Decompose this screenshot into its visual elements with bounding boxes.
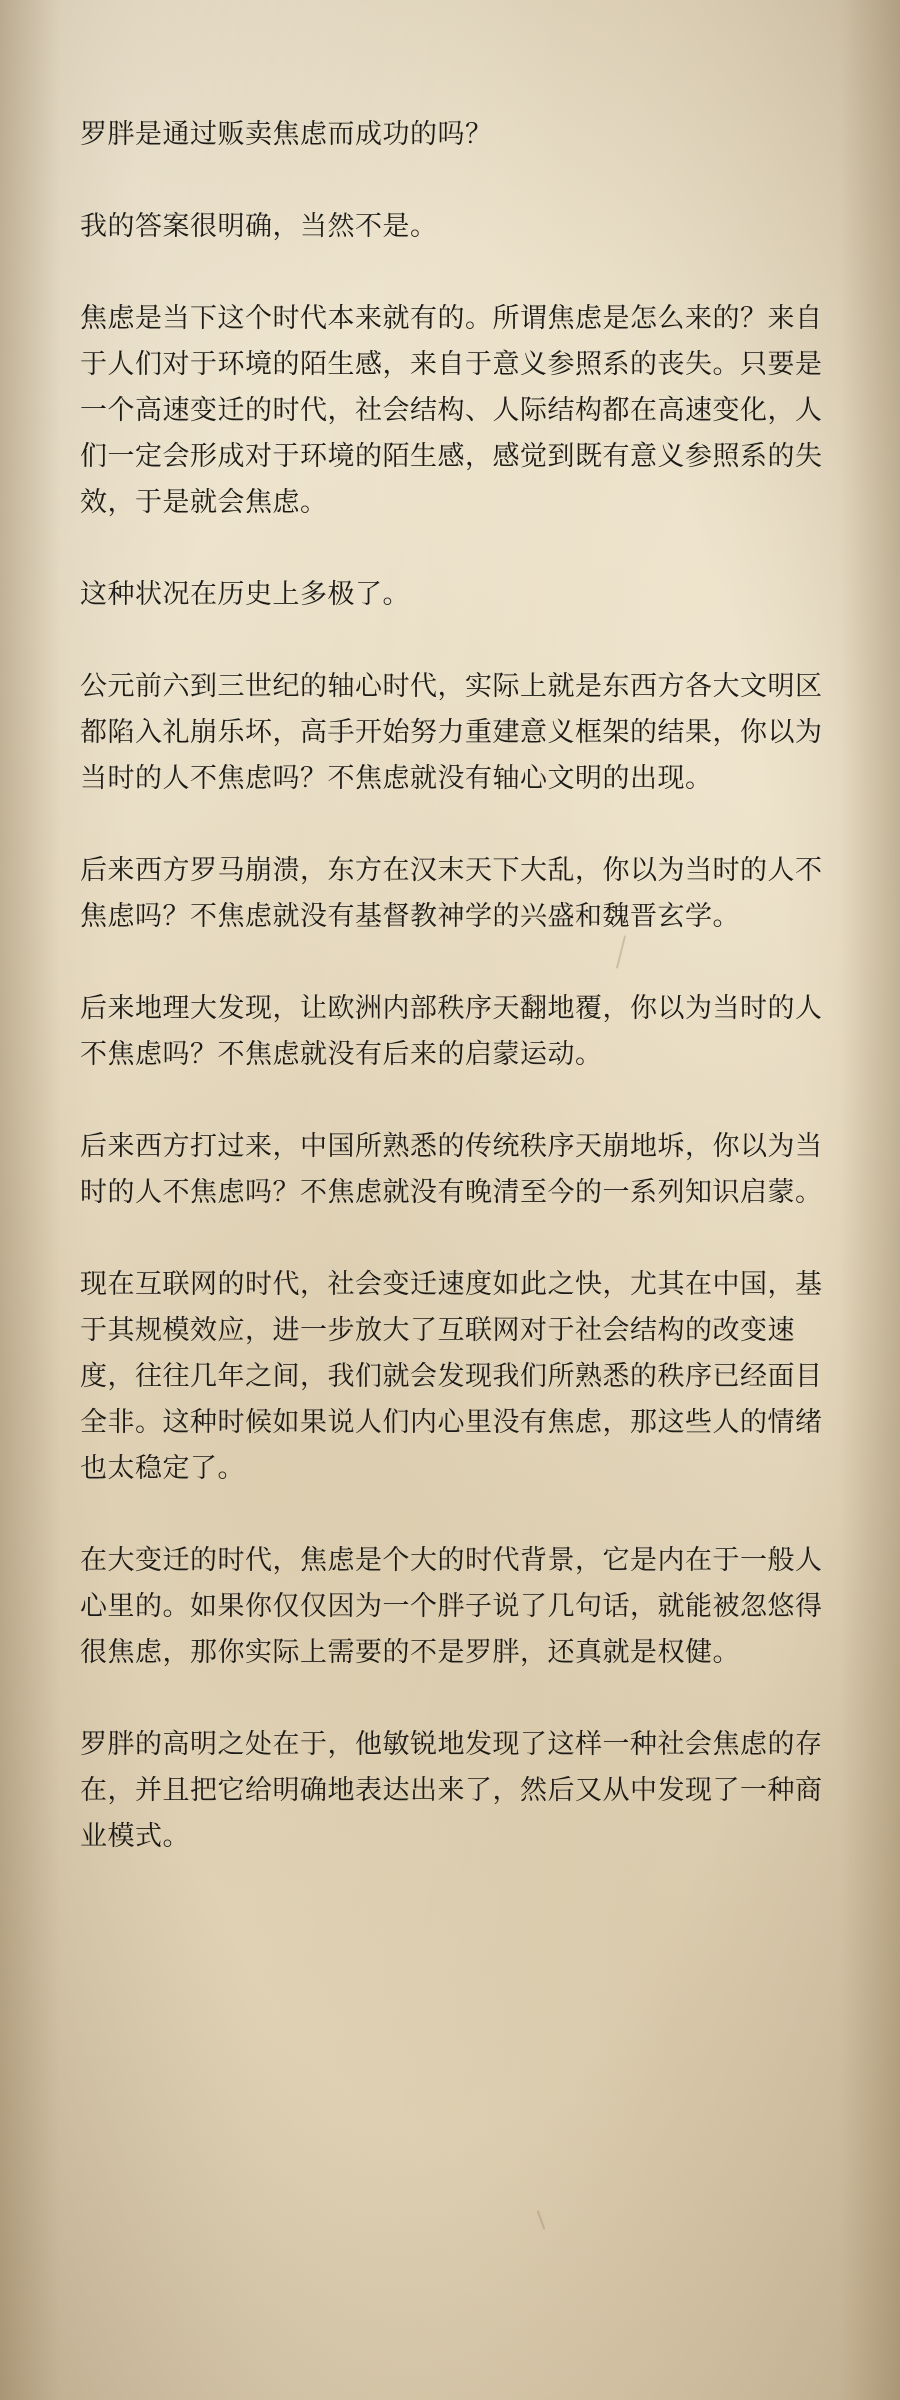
paragraph-big-change: 在大变迁的时代，焦虑是个大的时代背景，它是内在于一般人心里的。如果你仅仅因为一个胖子说了几句话，就能被忽悠得很焦虑，那你实际上需要的不是罗胖，还真就是权健。 (80, 1545, 823, 1668)
article-body (80, 112, 830, 1860)
paragraph-gap (80, 1492, 830, 1538)
paragraph-gap (80, 1676, 830, 1722)
paragraph-conclusion: 罗胖的高明之处在于，他敏锐地发现了这样一种社会焦虑的存在，并且把它给明确地表达出来了，然后又从中发现了一种商业模式。 (80, 1729, 823, 1852)
paragraph-question: 罗胖是通过贩卖焦虑而成功的吗？ (80, 119, 493, 150)
paragraph-anxiety-origin: 焦虑是当下这个时代本来就有的。所谓焦虑是怎么来的？来自于人们对于环境的陌生感，来自于意义参照系的丧失。只要是一个高速变迁的时代，社会结构、人际结构都在高速变化，人们一定会形成对于环境的陌生感，感觉到既有意义参照系的失效，于是就会焦虑。 (80, 303, 823, 518)
paragraph-axial-age: 公元前六到三世纪的轴心时代，实际上就是东西方各大文明区都陷入礼崩乐坏，高手开始努力重建意义框架的结果，你以为当时的人不焦虑吗？不焦虑就没有轴心文明的出现。 (80, 671, 823, 794)
paragraph-history: 这种状况在历史上多极了。 (80, 579, 410, 610)
paper-scratch (537, 2210, 546, 2229)
paragraph-answer: 我的答案很明确，当然不是。 (80, 211, 438, 242)
paragraph-gap (80, 802, 830, 848)
paper-vignette-right (840, 0, 900, 2400)
paragraph-gap (80, 1078, 830, 1124)
paragraph-discovery: 后来地理大发现，让欧洲内部秩序天翻地覆，你以为当时的人不焦虑吗？不焦虑就没有后来的启蒙运动。 (80, 993, 823, 1070)
paragraph-gap (80, 526, 830, 572)
paper-vignette-left (0, 0, 60, 2400)
paragraph-late-qing: 后来西方打过来，中国所熟悉的传统秩序天崩地坼，你以为当时的人不焦虑吗？不焦虑就没有晚清至今的一系列知识启蒙。 (80, 1131, 823, 1208)
paragraph-rome-han: 后来西方罗马崩溃，东方在汉末天下大乱，你以为当时的人不焦虑吗？不焦虑就没有基督教神学的兴盛和魏晋玄学。 (80, 855, 823, 932)
paragraph-gap (80, 940, 830, 986)
paragraph-internet-era: 现在互联网的时代，社会变迁速度如此之快，尤其在中国，基于其规模效应，进一步放大了互联网对于社会结构的改变速度，往往几年之间，我们就会发现我们所熟悉的秩序已经面目全非。这种时候如果说人们内心里没有焦虑，那这些人的情绪也太稳定了。 (80, 1269, 823, 1484)
paragraph-gap (80, 158, 830, 204)
paragraph-gap (80, 618, 830, 664)
paragraph-gap (80, 250, 830, 296)
paragraph-gap (80, 1216, 830, 1262)
